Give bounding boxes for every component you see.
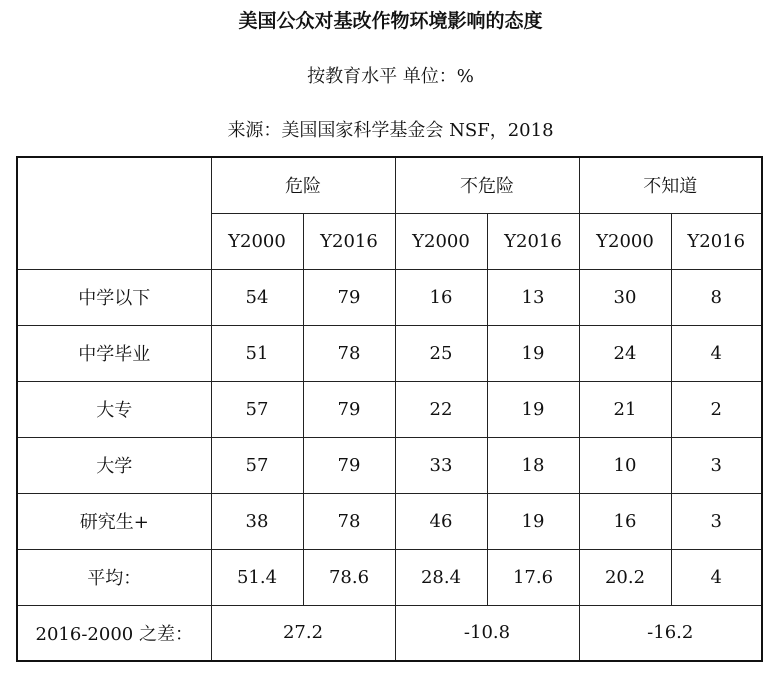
data-cell: 54 [211, 269, 303, 325]
data-cell: 16 [395, 269, 487, 325]
data-cell: 79 [303, 437, 395, 493]
data-cell: 21 [579, 381, 671, 437]
average-cell: 28.4 [395, 549, 487, 605]
average-cell: 4 [671, 549, 762, 605]
data-cell: 30 [579, 269, 671, 325]
data-cell: 3 [671, 437, 762, 493]
corner-cell [17, 157, 211, 269]
data-cell: 24 [579, 325, 671, 381]
year-header: Y2000 [579, 213, 671, 269]
data-cell: 79 [303, 269, 395, 325]
table-row [17, 325, 762, 381]
data-cell: 10 [579, 437, 671, 493]
data-cell: 33 [395, 437, 487, 493]
average-cell: 20.2 [579, 549, 671, 605]
data-cell: 22 [395, 381, 487, 437]
data-cell: 8 [671, 269, 762, 325]
chart-source: 来源：美国国家科学基金会 NSF，2018 [227, 120, 554, 141]
average-cell: 17.6 [487, 549, 579, 605]
group-header-danger: 危险 [211, 157, 395, 213]
row-label: 中学以下 [17, 269, 211, 325]
table-row [17, 381, 762, 437]
data-cell: 13 [487, 269, 579, 325]
difference-cell: 27.2 [211, 605, 395, 661]
table-row [17, 437, 762, 493]
data-cell: 4 [671, 325, 762, 381]
chart-subtitle: 按教育水平 单位：% [307, 66, 474, 87]
data-cell: 79 [303, 381, 395, 437]
row-label: 研究生+ [17, 493, 211, 549]
data-cell: 19 [487, 381, 579, 437]
group-header-unknown: 不知道 [579, 157, 762, 213]
data-cell: 57 [211, 437, 303, 493]
data-cell: 18 [487, 437, 579, 493]
data-cell: 51 [211, 325, 303, 381]
difference-label: 2016-2000 之差： [17, 605, 211, 661]
chart-title: 美国公众对基改作物环境影响的态度 [238, 10, 543, 32]
year-header: Y2016 [487, 213, 579, 269]
data-cell: 25 [395, 325, 487, 381]
row-label: 中学毕业 [17, 325, 211, 381]
data-cell: 3 [671, 493, 762, 549]
data-table [16, 156, 763, 662]
data-cell: 19 [487, 325, 579, 381]
year-header: Y2016 [671, 213, 762, 269]
difference-row [17, 605, 762, 661]
difference-cell: -10.8 [395, 605, 579, 661]
data-cell: 16 [579, 493, 671, 549]
row-label: 大专 [17, 381, 211, 437]
year-header: Y2016 [303, 213, 395, 269]
year-header: Y2000 [211, 213, 303, 269]
difference-cell: -16.2 [579, 605, 762, 661]
average-cell: 51.4 [211, 549, 303, 605]
data-cell: 38 [211, 493, 303, 549]
table-row [17, 493, 762, 549]
table-row [17, 269, 762, 325]
average-label: 平均： [17, 549, 211, 605]
data-cell: 2 [671, 381, 762, 437]
data-cell: 46 [395, 493, 487, 549]
average-row [17, 549, 762, 605]
data-cell: 78 [303, 493, 395, 549]
data-cell: 19 [487, 493, 579, 549]
year-header: Y2000 [395, 213, 487, 269]
data-cell: 78 [303, 325, 395, 381]
average-cell: 78.6 [303, 549, 395, 605]
group-header-not-danger: 不危险 [395, 157, 579, 213]
row-label: 大学 [17, 437, 211, 493]
data-cell: 57 [211, 381, 303, 437]
